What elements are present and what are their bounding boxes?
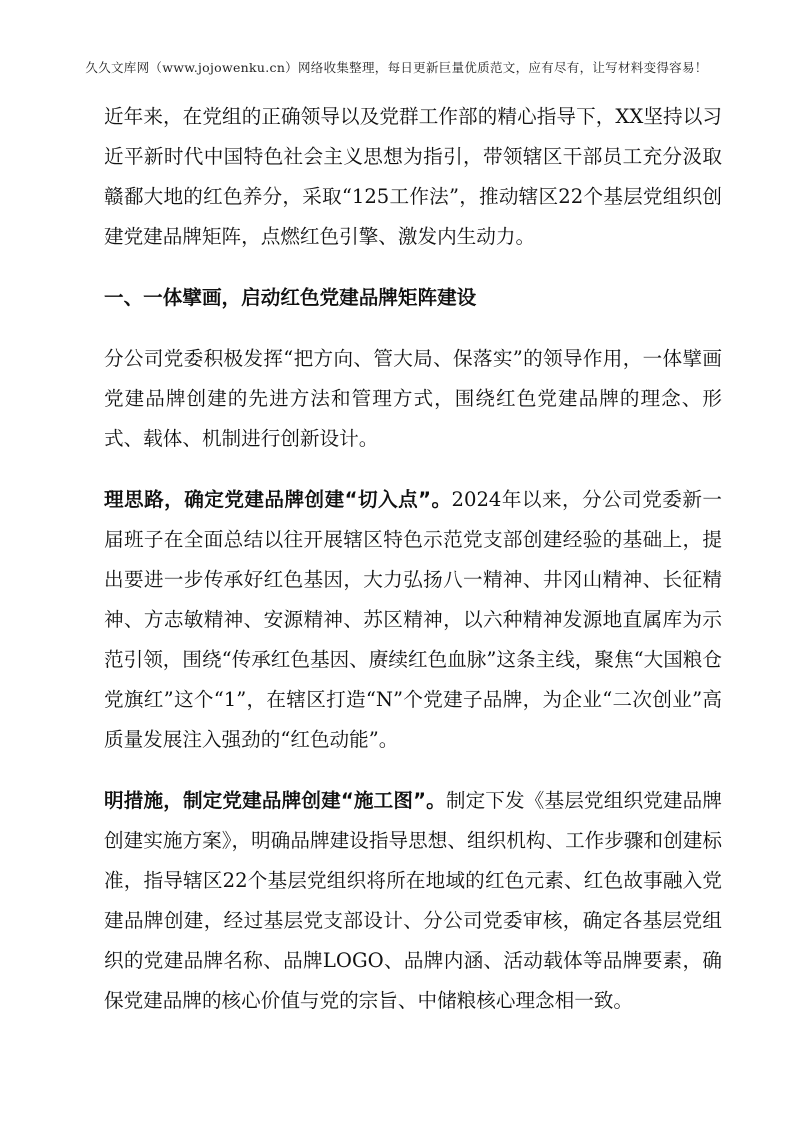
header-note: 久久文库网（www.jojowenku.cn）网络收集整理，每日更新巨量优质范文，应有尽有，让写材料变得容易！	[85, 60, 708, 75]
section1-paragraph	[104, 339, 722, 459]
intro-text: 近年来，在党组的正确领导以及党群工作部的精心指导下，XX坚持以习近平新时代中国特色社会主义思想为指引，带领辖区干部员工充分汲取赣鄱大地的红色养分，采取“125工作法”，推动辖区22个基层党组织创建党建品牌矩阵，点燃红色引擎、激发内生动力。	[104, 105, 722, 248]
point1-paragraph	[104, 480, 722, 760]
intro-paragraph	[104, 97, 722, 257]
document-body	[104, 97, 722, 1021]
point2-body: 制定下发《基层党组织党建品牌创建实施方案》，明确品牌建设指导思想、组织机构、工作步骤和创建标准，指导辖区22个基层党组织将所在地域的红色元素、红色故事融入党建品牌创建，经过基层党支部设计、分公司党委审核，确定各基层党组织的党建品牌名称、品牌LOGO、品牌内涵、活动载体等品牌要素，确保党建品牌的核心价值与党的宗旨、中储粮核心理念相一致。	[104, 789, 722, 1012]
point1-lead: 理思路，确定党建品牌创建“切入点”。	[104, 488, 452, 511]
point2-lead: 明措施，制定党建品牌创建“施工图”。	[104, 789, 446, 812]
point2-paragraph	[104, 781, 722, 1021]
section1-text: 分公司党委积极发挥“把方向、管大局、保落实”的领导作用，一体擘画党建品牌创建的先进方法和管理方式，围绕红色党建品牌的理念、形式、载体、机制进行创新设计。	[104, 347, 722, 450]
point1-body: 2024年以来，分公司党委新一届班子在全面总结以往开展辖区特色示范党支部创建经验的基础上，提出要进一步传承好红色基因，大力弘扬八一精神、井冈山精神、长征精神、方志敏精神、安源精神、苏区精神，以六种精神发源地直属库为示范引领，围绕“传承红色基因、赓续红色血脉”这条主线，聚焦“大国粮仓党旗红”这个“1”，在辖区打造“N”个党建子品牌，为企业“二次创业”高质量发展注入强劲的“红色动能”。	[104, 488, 722, 751]
section-heading-1: 一、一体擘画，启动红色党建品牌矩阵建设	[104, 286, 477, 309]
